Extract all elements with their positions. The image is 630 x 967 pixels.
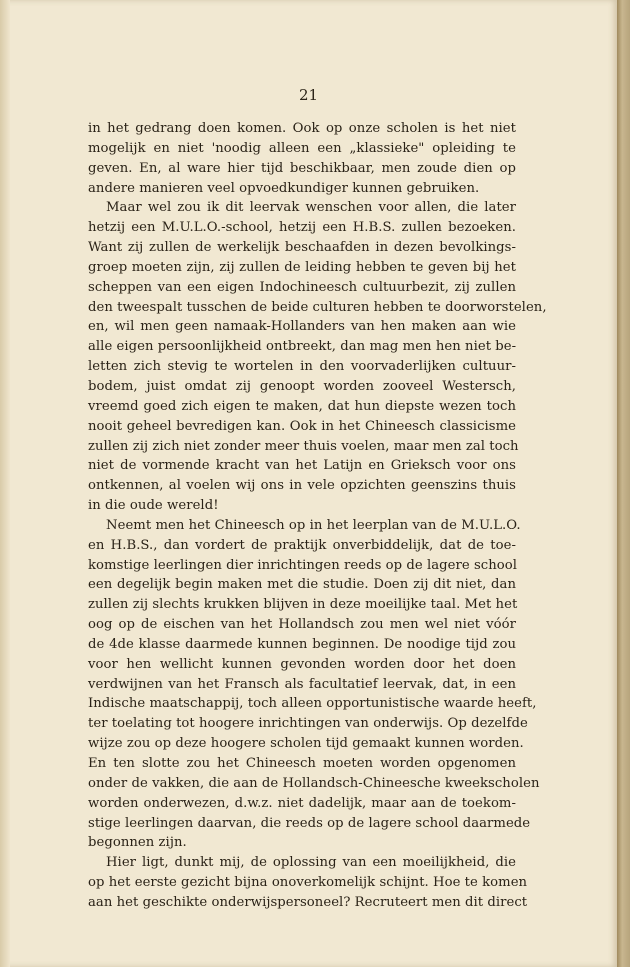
text-line: nooit geheel bevredigen kan. Ook in het Chineesch classicisme (88, 418, 516, 434)
text-line: vreemd goed zich eigen te maken, dat hun diepste wezen toch (88, 398, 516, 414)
text-line: hetzij een M.U.L.O.-school, hetzij een H.B.S. zullen bezoeken. (88, 220, 516, 236)
text-line: geven. En, al ware hier tijd beschikbaar, men zoude dien op (88, 160, 516, 176)
text-line: aan het geschikte onderwijspersoneel? Recruteert men dit direct (88, 894, 528, 910)
text-line: Neemt men het Chineesch op in het leerplan van de M.U.L.O. (106, 517, 521, 533)
text-line: alle eigen persoonlijkheid ontbreekt, dan mag men hen niet be- (88, 339, 517, 355)
text-line: den tweespalt tusschen de beide culturen hebben te doorworstelen, (88, 299, 547, 315)
text-line: voor hen wellicht kunnen gevonden worden door het doen (88, 656, 516, 672)
page-edge (617, 0, 630, 967)
text-line: ter toelating tot hoogere inrichtingen van onderwijs. Op dezelfde (88, 716, 528, 732)
text-line: Indische maatschappij, toch alleen opportunistische waarde heeft, (88, 696, 537, 712)
text-line: en, wil men geen namaak-Hollanders van hen maken aan wie (88, 319, 516, 335)
text-line: andere manieren veel opvoedkundiger kunnen gebruiken. (88, 180, 480, 196)
text-line: groep moeten zijn, zij zullen de leiding hebben te geven bij het (88, 259, 516, 275)
text-line: in die oude wereld! (88, 498, 219, 514)
text-line: oog op de eischen van het Hollandsch zou men wel niet vóór (88, 617, 516, 633)
text-line: En ten slotte zou het Chineesch moeten worden opgenomen (88, 756, 516, 771)
text-line: wijze zou op deze hoogere scholen tijd gemaakt kunnen worden. (88, 736, 524, 752)
text-line: Want zij zullen de werkelijk beschaafden in dezen bevolkings- (88, 240, 516, 256)
page-gutter (0, 0, 10, 967)
text-line: letten zich stevig te wortelen in den voorvaderlijken cultuur- (88, 359, 516, 375)
text-line: mogelijk en niet 'noodig alleen een „klassieke" opleiding te (88, 140, 516, 156)
text-line: bodem, juist omdat zij genoopt worden zooveel Westersch, (88, 378, 516, 394)
text-line: op het eerste gezicht bijna onoverkomelijk schijnt. Hoe te komen (88, 875, 528, 891)
body-text (88, 119, 547, 913)
text-line: ontkennen, al voelen wij ons in vele opzichten geenszins thuis (88, 478, 516, 494)
text-line: verdwijnen van het Fransch als facultatief leervak, dat, in een (88, 676, 516, 692)
text-line: Hier ligt, dunkt mij, de oplossing van een moeilijkheid, die (106, 855, 516, 871)
text-line: een degelijk begin maken met die studie. Doen zij dit niet, dan (88, 577, 516, 593)
text-line: worden onderwezen, d.w.z. niet dadelijk, maar aan de toekom- (88, 795, 516, 811)
text-line: en H.B.S., dan vordert de praktijk onverbiddelijk, dat de toe- (88, 537, 516, 553)
text-line: de 4de klasse daarmede kunnen beginnen. De noodige tijd zou (88, 636, 516, 652)
page-number: 21 (298, 86, 319, 104)
text-line: begonnen zijn. (88, 835, 187, 851)
text-line: scheppen van een eigen Indochineesch cultuurbezit, zij zullen (88, 279, 516, 295)
text-line: zullen zij slechts krukken blijven in deze moeilijke taal. Met het (88, 597, 518, 613)
text-line: Maar wel zou ik dit leervak wenschen voor allen, die later (106, 200, 516, 216)
text-line: in het gedrang doen komen. Ook op onze scholen is het niet (88, 121, 516, 136)
text-line: zullen zij zich niet zonder meer thuis voelen, maar men zal toch (88, 438, 519, 454)
text-line: komstige leerlingen dier inrichtingen reeds op de lagere school (88, 557, 518, 573)
text-line: onder de vakken, die aan de Hollandsch-Chineesche kweekscholen (88, 775, 540, 791)
text-line: niet de vormende kracht van het Latijn en Grieksch voor ons (88, 458, 516, 474)
text-line: stige leerlingen daarvan, die reeds op de lagere school daarmede (88, 815, 531, 831)
